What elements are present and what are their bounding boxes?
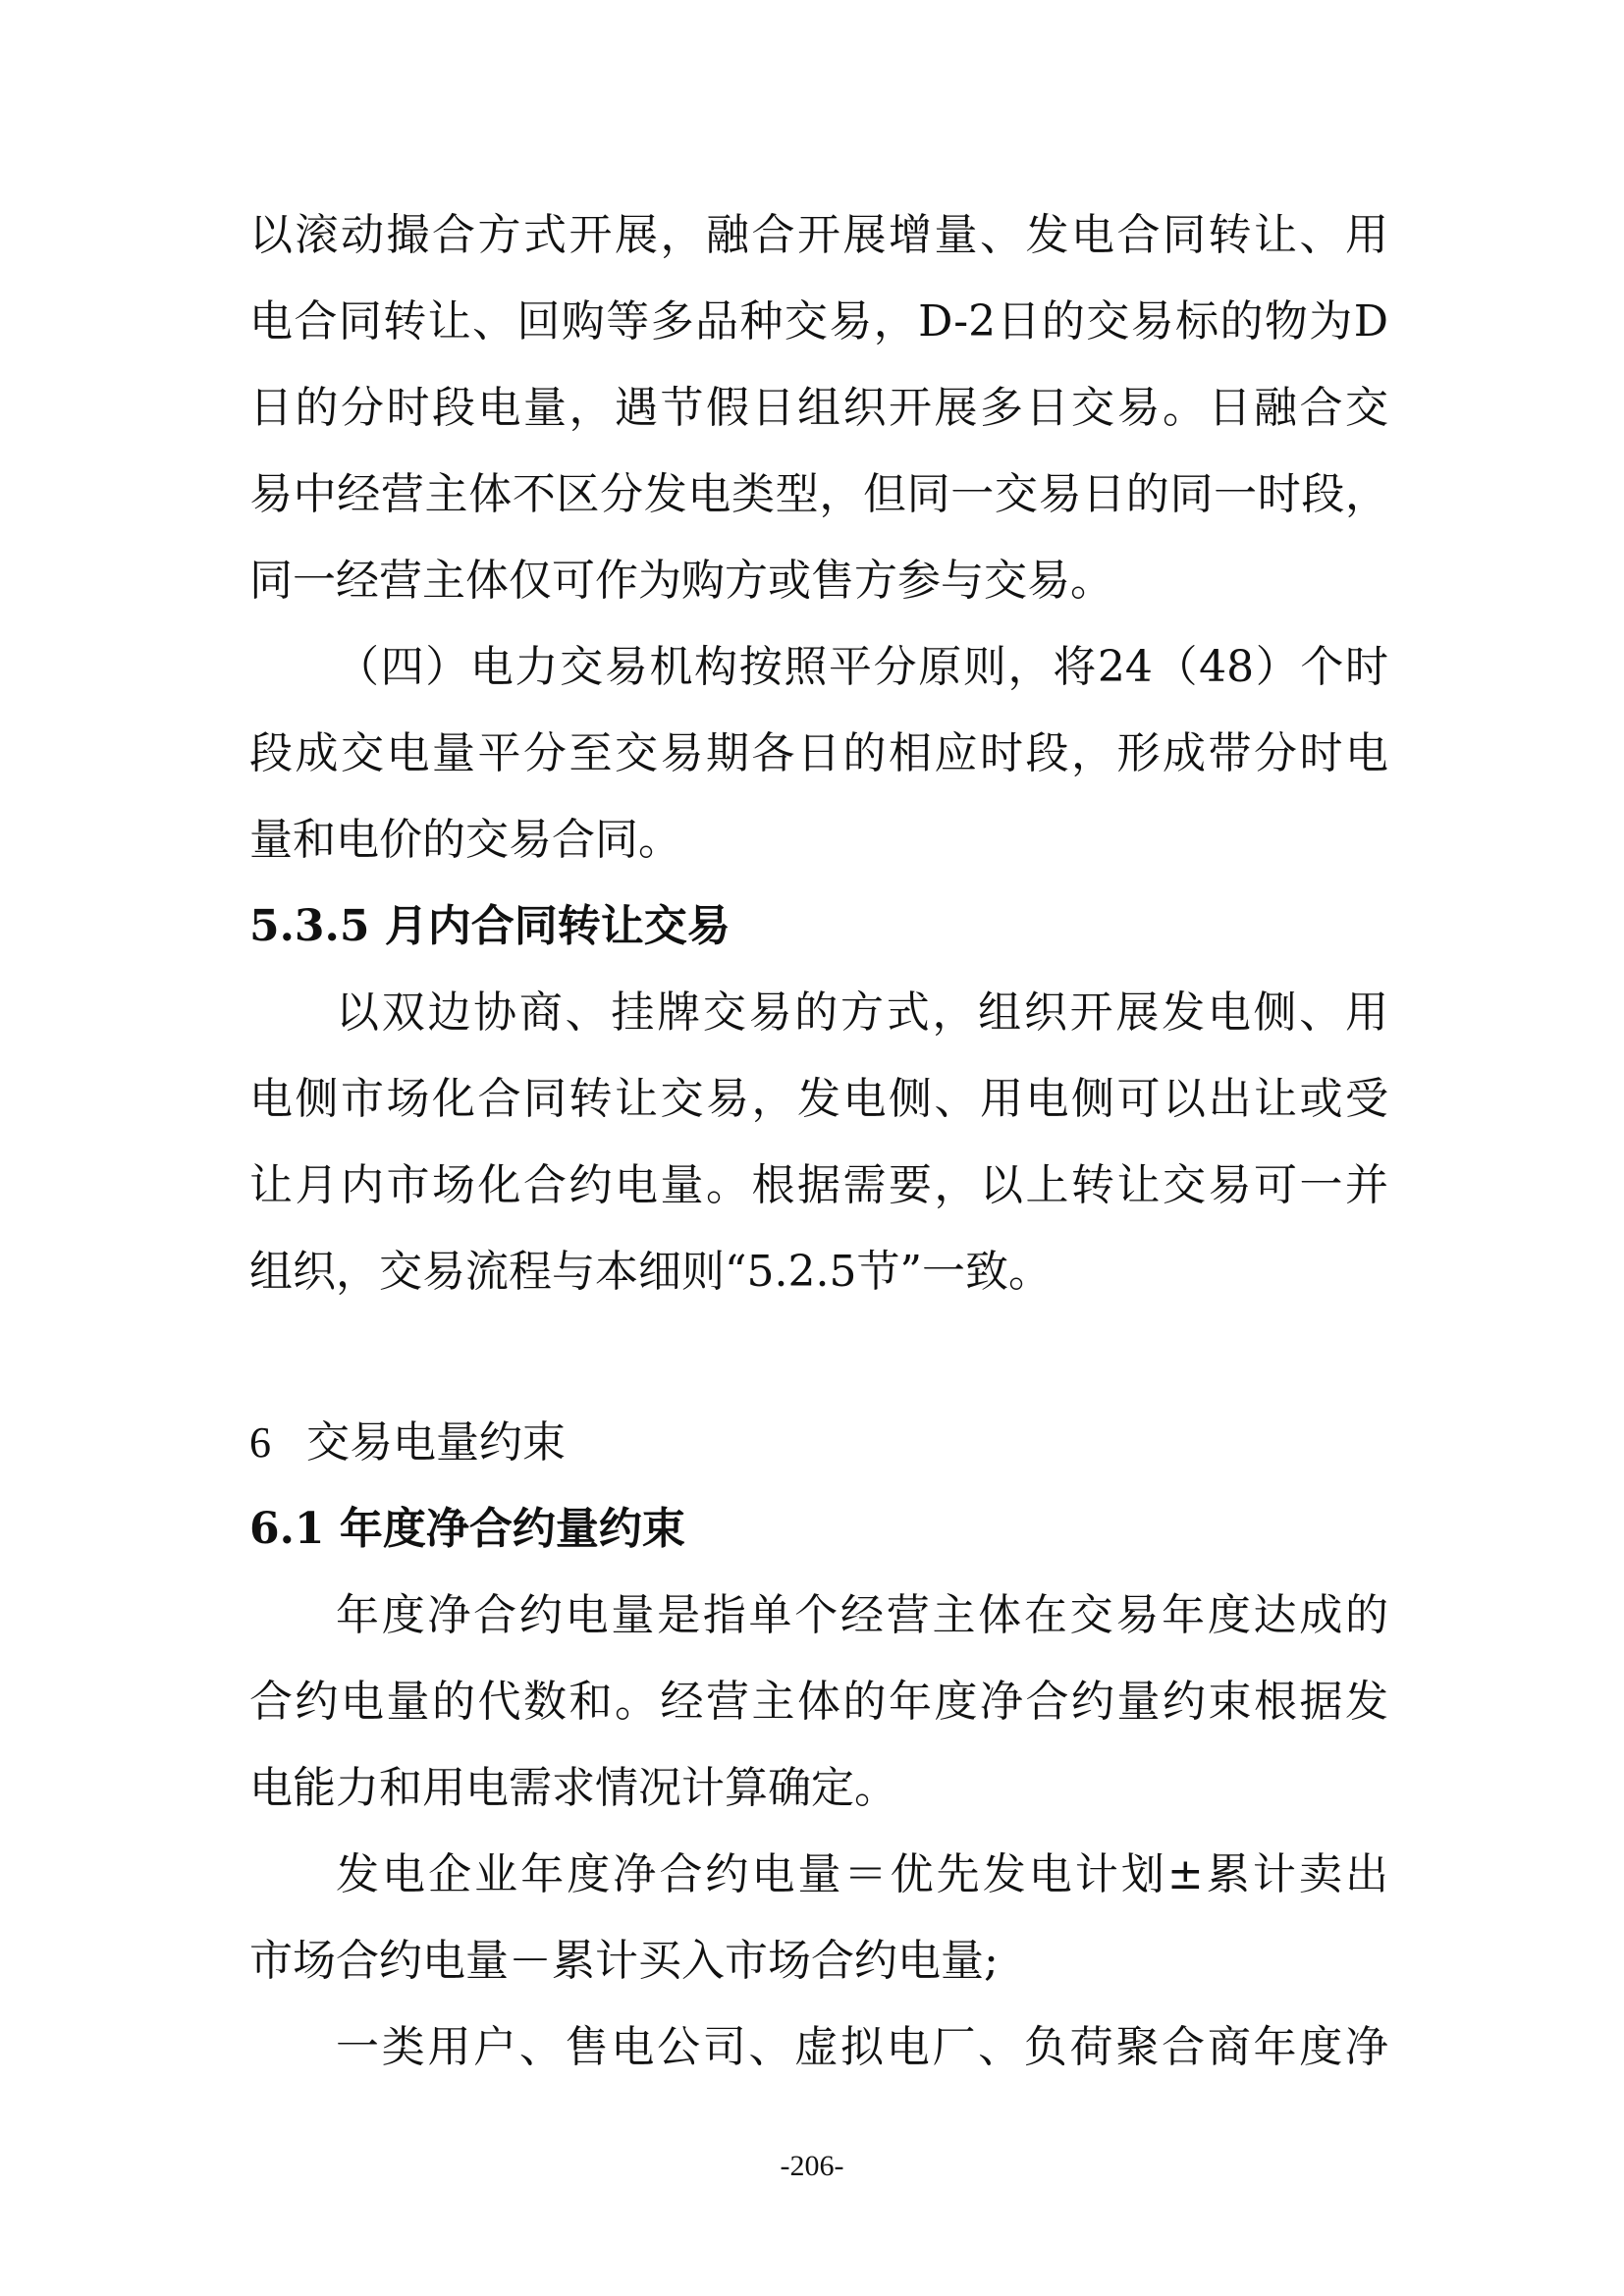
text-line: 发电企业年度净合约电量＝优先发电计划±累计卖出: [336, 1849, 1388, 1899]
text-line: 易中经营主体不区分发电类型，但同一交易日的同一时段，: [249, 469, 1388, 519]
text-line: 组织，交易流程与本细则“5.2.5节”一致。: [249, 1247, 1052, 1297]
paragraph-rolling-matching: [249, 192, 1388, 624]
text-line: 以滚动撮合方式开展，融合开展增量、发电合同转让、用: [249, 210, 1388, 260]
text-line: 同一经营主体仅可作为购方或售方参与交易。: [249, 556, 1113, 606]
text-line: 市场合约电量－累计买入市场合约电量;: [249, 1936, 999, 1986]
text-line: 段成交电量平分至交易期各日的相应时段，形成带分时电: [249, 728, 1388, 778]
chapter-number: 6: [249, 1418, 271, 1467]
text-line: （四）电力交易机构按照平分原则，将24（48）个时: [336, 642, 1388, 692]
paragraph-user-formula: [249, 2004, 1388, 2091]
paragraph-equal-split: [249, 624, 1388, 883]
text-line: 年度净合约电量是指单个经营主体在交易年度达成的: [336, 1590, 1388, 1640]
text-line: 合约电量的代数和。经营主体的年度净合约量约束根据发: [249, 1677, 1388, 1727]
text-line: 一类用户、售电公司、虚拟电厂、负荷聚合商年度净: [336, 2022, 1388, 2072]
text-line: 以双边协商、挂牌交易的方式，组织开展发电侧、用: [336, 988, 1388, 1038]
text-line: 电合同转让、回购等多品种交易，D-2日的交易标的物为D: [249, 296, 1388, 347]
text-line: 电侧市场化合同转让交易，发电侧、用电侧可以出让或受: [249, 1074, 1388, 1124]
paragraph-contract-transfer: [249, 970, 1388, 1315]
text-line: 电能力和用电需求情况计算确定。: [249, 1763, 897, 1813]
text-line: 量和电价的交易合同。: [249, 815, 681, 865]
section-heading-5-3-5: 5.3.5 月内合同转让交易: [249, 901, 731, 951]
text-line: 日的分时段电量，遇节假日组织开展多日交易。日融合交: [249, 383, 1388, 433]
document-page: [249, 192, 1388, 2091]
section-heading-6-1: 6.1 年度净合约量约束: [249, 1504, 685, 1554]
chapter-heading-6: [249, 1400, 1388, 1486]
chapter-title: 交易电量约束: [306, 1417, 566, 1468]
page-number: -206-: [780, 2150, 844, 2182]
paragraph-net-contract-definition: [249, 1573, 1388, 1832]
paragraph-generator-formula: [249, 1832, 1388, 2004]
text-line: 让月内市场化合约电量。根据需要，以上转让交易可一并: [249, 1160, 1388, 1210]
